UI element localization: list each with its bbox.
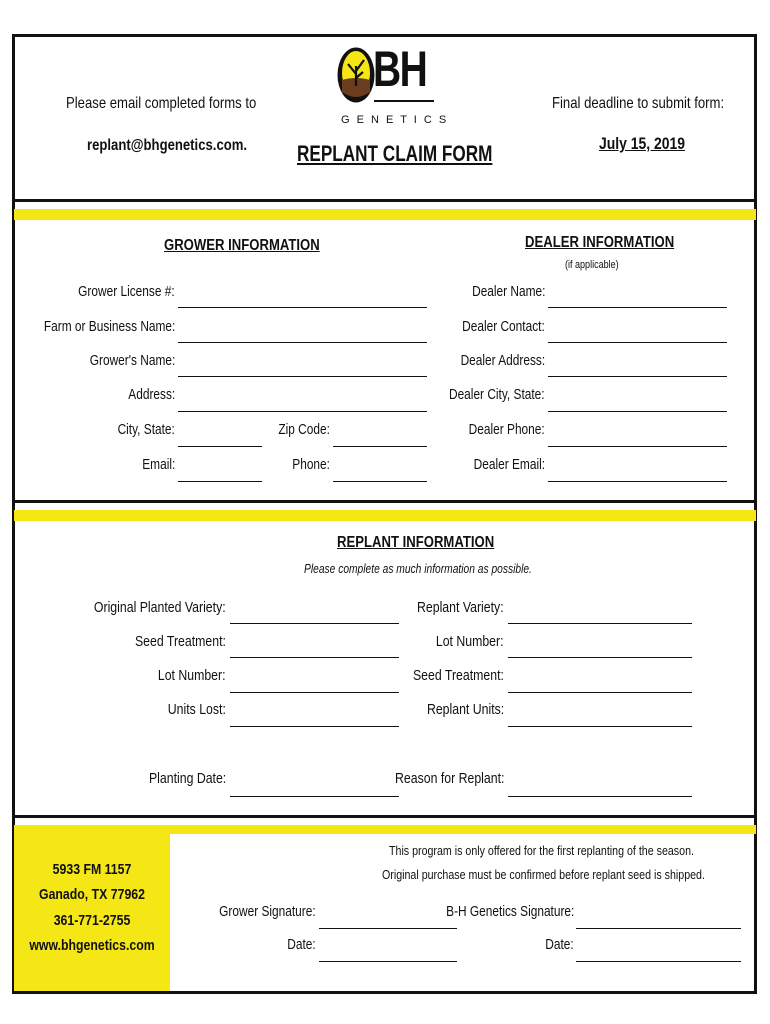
dealer-contact-field[interactable] <box>548 342 727 343</box>
deadline-label: Final deadline to submit form: <box>552 95 725 112</box>
grower-heading: GROWER INFORMATION <box>164 237 320 254</box>
replant-units-label: Replant Units: <box>426 701 504 718</box>
grower-separator <box>14 500 756 503</box>
dealer-name-label: Dealer Name: <box>471 284 545 300</box>
units-lost-label: Units Lost: <box>167 701 226 718</box>
grower-date-field[interactable] <box>319 961 457 962</box>
email-label: Email: <box>141 457 175 473</box>
bh-signature-field[interactable] <box>576 928 741 929</box>
planting-date-label: Planting Date: <box>148 770 226 787</box>
yellow-band-1 <box>14 209 756 220</box>
dealer-address-label: Dealer Address: <box>460 353 545 369</box>
seed-treatment-2-field[interactable] <box>508 692 692 693</box>
company-city: Ganado, TX 77962 <box>39 886 145 903</box>
email-address[interactable]: replant@bhgenetics.com. <box>87 137 248 154</box>
company-street: 5933 FM 1157 <box>52 861 132 878</box>
reason-label: Reason for Replant: <box>394 770 504 787</box>
replant-heading: REPLANT INFORMATION <box>337 534 495 551</box>
bh-date-label: Date: <box>545 937 574 953</box>
replant-units-field[interactable] <box>508 726 692 727</box>
dealer-note: (if applicable) <box>565 259 619 271</box>
lot-number-2-field[interactable] <box>508 657 692 658</box>
program-note-2: Original purchase must be confirmed before replant seed is shipped. <box>382 867 705 882</box>
replant-separator <box>14 815 756 818</box>
company-phone: 361-771-2755 <box>53 912 131 929</box>
replant-variety-field[interactable] <box>508 623 692 624</box>
lot-number-2-label: Lot Number: <box>436 633 504 650</box>
grower-signature-label: Grower Signature: <box>219 904 316 920</box>
dealer-heading: DEALER INFORMATION <box>525 234 675 251</box>
replant-variety-label: Replant Variety: <box>417 599 504 616</box>
dealer-phone-field[interactable] <box>548 446 727 447</box>
seed-treatment-label: Seed Treatment: <box>135 633 226 650</box>
bh-date-field[interactable] <box>576 961 741 962</box>
logo-seed-icon <box>336 46 376 104</box>
original-variety-label: Original Planted Variety: <box>94 599 226 616</box>
lot-number-label: Lot Number: <box>158 667 226 684</box>
contact-panel <box>14 825 170 991</box>
dealer-name-field[interactable] <box>548 307 727 308</box>
grower-license-label: Grower License #: <box>78 284 175 300</box>
original-variety-field[interactable] <box>230 623 399 624</box>
yellow-band-2 <box>14 510 756 521</box>
dealer-phone-label: Dealer Phone: <box>468 422 545 438</box>
grower-license-field[interactable] <box>178 307 427 308</box>
program-note-1: This program is only offered for the first replanting of the season. <box>389 843 694 858</box>
grower-name-label: Grower's Name: <box>89 353 175 369</box>
phone-field[interactable] <box>333 481 427 482</box>
units-lost-field[interactable] <box>230 726 399 727</box>
lot-number-field[interactable] <box>230 692 399 693</box>
seed-treatment-field[interactable] <box>230 657 399 658</box>
logo-subtext: G E N E T I C S <box>341 114 449 126</box>
dealer-email-label: Dealer Email: <box>473 457 545 473</box>
dealer-address-field[interactable] <box>548 376 727 377</box>
zip-code-label: Zip Code: <box>278 422 330 438</box>
reason-field[interactable] <box>508 796 692 797</box>
farm-name-label: Farm or Business Name: <box>43 319 175 335</box>
dealer-city-label: Dealer City, State: <box>449 387 545 403</box>
city-state-field[interactable] <box>178 446 262 447</box>
logo-text: BH <box>373 41 427 97</box>
grower-signature-field[interactable] <box>319 928 457 929</box>
address-label: Address: <box>128 387 175 403</box>
email-instruction: Please email completed forms to <box>66 95 257 112</box>
form-title: REPLANT CLAIM FORM <box>297 141 493 166</box>
dealer-email-field[interactable] <box>548 481 727 482</box>
planting-date-field[interactable] <box>230 796 399 797</box>
grower-date-label: Date: <box>287 937 316 953</box>
phone-label: Phone: <box>292 457 330 473</box>
dealer-contact-label: Dealer Contact: <box>462 319 545 335</box>
bh-genetics-logo <box>336 41 449 132</box>
email-field[interactable] <box>178 481 262 482</box>
logo-rule <box>374 100 434 102</box>
dealer-city-field[interactable] <box>548 411 727 412</box>
grower-name-field[interactable] <box>178 376 427 377</box>
company-website[interactable]: www.bhgenetics.com <box>29 937 155 954</box>
header-separator <box>14 199 756 202</box>
deadline-date: July 15, 2019 <box>599 134 686 153</box>
zip-code-field[interactable] <box>333 446 427 447</box>
address-field[interactable] <box>178 411 427 412</box>
seed-treatment-2-label: Seed Treatment: <box>413 667 504 684</box>
bh-signature-label: B-H Genetics Signature: <box>445 904 574 920</box>
city-state-label: City, State: <box>117 422 175 438</box>
farm-name-field[interactable] <box>178 342 427 343</box>
replant-note: Please complete as much information as possible. <box>304 562 532 576</box>
